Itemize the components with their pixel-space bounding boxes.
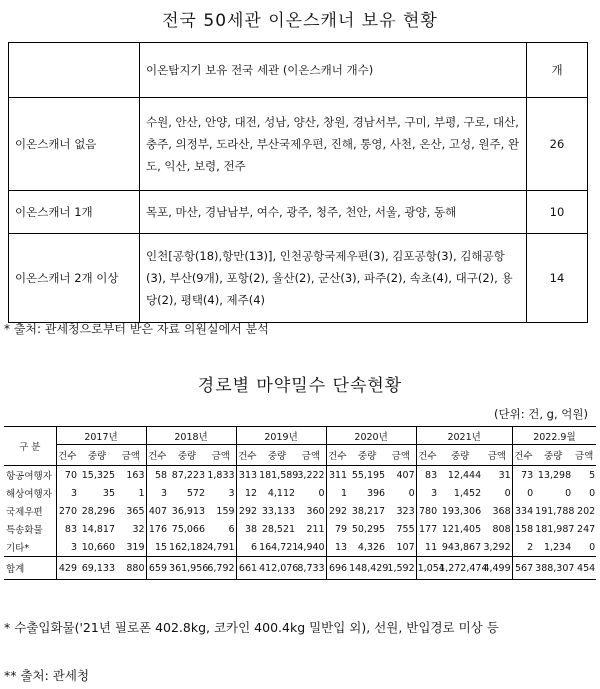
- subheader-cell: 금액: [572, 445, 596, 466]
- table-cell: 15,325: [81, 469, 115, 481]
- subheader-cell: 중량: [78, 445, 116, 466]
- table-cell: 313: [236, 466, 258, 485]
- table-cell: 0: [504, 487, 511, 499]
- table-cell: 270: [56, 502, 78, 520]
- table-cell: 365: [126, 505, 145, 517]
- table-cell: 0: [589, 487, 596, 499]
- row-label: 이온스캐너 1개: [9, 191, 140, 234]
- table-row: [9, 191, 588, 234]
- unit-label: (단위: 건, g, 억원): [494, 407, 588, 421]
- table-cell: 211: [306, 523, 325, 535]
- row-offices: 수원, 안산, 안양, 대전, 성남, 양산, 창원, 경남서부, 구미, 부평, 구로, 대산, 충주, 의정부, 도라산, 부산국제우편, 진해, 통영, 사천, 온산, 고성, 원주, 완도, 익산, 보령, 전주: [140, 98, 527, 191]
- table-cell: 10,660: [81, 541, 115, 553]
- subheader-cell: 건수: [56, 445, 78, 466]
- table-cell: 11: [416, 538, 438, 557]
- drug-smuggling-table: [4, 426, 596, 580]
- table-cell: 319: [126, 541, 145, 553]
- table-cell: 247: [577, 523, 596, 535]
- table-cell: 14,817: [81, 523, 115, 535]
- subheader-cell: 중량: [534, 445, 572, 466]
- table-cell: 75,066: [171, 523, 206, 535]
- table-cell: 3: [56, 484, 78, 502]
- subheader-cell: 건수: [146, 445, 168, 466]
- corner-header: 구 분: [4, 427, 56, 466]
- table-cell: 396: [366, 487, 386, 499]
- table-cell: 412,076: [258, 557, 296, 580]
- row-offices: 인천[공항(18),항만(13)], 인천공항국제우편(3), 김포공항(3), 김해공항(3), 부산(9개), 포항(2), 울산(2), 군산(3), 파주(2), 속초(4), 대구(2), 용당(2), 평택(4), 제주(4): [140, 234, 527, 323]
- table-cell: 191,788: [535, 505, 575, 517]
- source-note: * 출처: 관세청으로부터 받은 자료 의원실에서 분석: [4, 322, 269, 336]
- header-cell-offices: 이온탐지기 보유 전국 세관 (이온스캐너 개수): [140, 43, 527, 98]
- table-cell: 4,940: [297, 541, 325, 553]
- table-cell: 0: [565, 487, 572, 499]
- table-cell: 755: [396, 523, 415, 535]
- table-cell: 3: [228, 487, 235, 499]
- table-header-row: [9, 43, 588, 98]
- table-cell: 35: [102, 487, 115, 499]
- table-cell: 164,721: [259, 541, 299, 553]
- table-cell: 70: [56, 466, 78, 485]
- table-cell: 361,956: [168, 557, 206, 580]
- year-header: 2017년: [56, 427, 146, 445]
- table-cell: 69,133: [78, 557, 116, 580]
- row-count: 26: [527, 98, 588, 191]
- row-label: 합계: [4, 557, 56, 580]
- table-cell: 13: [326, 538, 348, 557]
- table-cell: 334: [512, 502, 534, 520]
- table-cell: 15: [146, 538, 168, 557]
- subheader-cell: 금액: [386, 445, 416, 466]
- table-cell: 780: [416, 502, 438, 520]
- table-row: [4, 484, 596, 502]
- table-cell: 159: [216, 505, 235, 517]
- table-cell: 202: [577, 505, 596, 517]
- footnote-2: ** 출처: 관세청: [4, 668, 90, 683]
- table-cell: 311: [326, 466, 348, 485]
- subheader-cell: 금액: [482, 445, 512, 466]
- table-cell: 659: [146, 557, 168, 580]
- table-cell: 5: [589, 469, 596, 481]
- table-cell: 38,217: [351, 505, 386, 517]
- row-label: 특송화물: [6, 525, 43, 536]
- table-cell: 2: [512, 538, 534, 557]
- table-cell: 3: [416, 484, 438, 502]
- table-cell: 292: [236, 502, 258, 520]
- row-label: 이온스캐너 없음: [9, 98, 140, 191]
- table-cell: 3: [146, 484, 168, 502]
- row-label: 기타*: [6, 543, 30, 554]
- table-row: [9, 234, 588, 323]
- table-cell: 162,182: [169, 541, 209, 553]
- table-cell: 1,452: [453, 487, 482, 499]
- table-cell: 163: [126, 469, 145, 481]
- table-cell: 4,326: [357, 541, 386, 553]
- table-row: [4, 538, 596, 557]
- table-cell: 148,429: [348, 557, 386, 580]
- subheader-cell: 중량: [348, 445, 386, 466]
- table-cell: 323: [396, 505, 415, 517]
- table-cell: 38: [236, 520, 258, 538]
- table-cell: 33,133: [261, 505, 296, 517]
- row-offices: 목포, 마산, 경남남부, 여수, 광주, 청주, 천안, 서울, 광양, 동해: [140, 191, 527, 234]
- table-cell: 6: [228, 523, 235, 535]
- table-cell: 177: [416, 520, 438, 538]
- row-label: 해상여행자: [6, 489, 52, 500]
- subheader-row: [4, 445, 596, 466]
- table-cell: 407: [146, 502, 168, 520]
- table-cell: 181,987: [535, 523, 575, 535]
- ion-scanner-table: [8, 42, 588, 323]
- year-header: 2020년: [326, 427, 416, 445]
- table-cell: 0: [318, 487, 325, 499]
- table-cell: 407: [396, 469, 415, 481]
- table-cell: 292: [326, 502, 348, 520]
- table-cell: 31: [498, 469, 511, 481]
- table-cell: 696: [326, 557, 348, 580]
- subheader-cell: 금액: [116, 445, 146, 466]
- table-cell: 28,296: [81, 505, 115, 517]
- table-cell: 1,592: [386, 557, 416, 580]
- year-header: 2018년: [146, 427, 236, 445]
- table-cell: 79: [326, 520, 348, 538]
- table-cell: 12,444: [447, 469, 482, 481]
- table-cell: 87,223: [171, 469, 206, 481]
- subheader-cell: 중량: [168, 445, 206, 466]
- table-cell: 368: [492, 505, 511, 517]
- row-label: 항공여행자: [6, 471, 52, 482]
- table-cell: 83: [56, 520, 78, 538]
- table-cell: 8,733: [296, 557, 326, 580]
- table-cell: 193,306: [441, 505, 482, 517]
- table-cell: 107: [396, 541, 415, 553]
- year-header: 2021년: [416, 427, 512, 445]
- table-cell: 4,499: [482, 557, 512, 580]
- table-cell: 429: [56, 557, 78, 580]
- total-row: [4, 557, 596, 580]
- table-row: [9, 98, 588, 191]
- subheader-cell: 건수: [326, 445, 348, 466]
- drug-table-title: 경로별 마약밀수 단속현황: [197, 376, 403, 396]
- table-cell: 661: [236, 557, 258, 580]
- table-cell: 943,867: [441, 541, 482, 553]
- table-cell: 3,292: [483, 541, 511, 553]
- table-row: [4, 466, 596, 485]
- subheader-cell: 금액: [296, 445, 326, 466]
- table-cell: 567: [512, 557, 534, 580]
- row-label: 국제우편: [6, 507, 43, 518]
- table-cell: 1,272,474: [438, 557, 482, 580]
- table-cell: 1,054: [416, 557, 438, 580]
- table-cell: 12: [236, 484, 258, 502]
- table-row: [4, 520, 596, 538]
- table-cell: 55,195: [351, 469, 386, 481]
- table-cell: 4,112: [267, 487, 296, 499]
- table-cell: 181,589: [259, 469, 299, 481]
- table-cell: 73: [512, 466, 534, 485]
- table-cell: 388,307: [534, 557, 572, 580]
- table-cell: 176: [146, 520, 168, 538]
- subheader-cell: 건수: [416, 445, 438, 466]
- table-cell: 1: [138, 487, 145, 499]
- year-header: 2022.9월: [512, 427, 596, 445]
- table-row: [4, 502, 596, 520]
- table-cell: 1: [326, 484, 348, 502]
- table-cell: 360: [306, 505, 325, 517]
- header-cell-count: 개: [527, 43, 588, 98]
- table-cell: 121,405: [441, 523, 482, 535]
- table-cell: 572: [186, 487, 206, 499]
- table-cell: 454: [572, 557, 596, 580]
- subheader-cell: 건수: [512, 445, 534, 466]
- table-cell: 13,298: [537, 469, 572, 481]
- table-cell: 6: [236, 538, 258, 557]
- table-cell: 158: [512, 520, 534, 538]
- subheader-cell: 금액: [206, 445, 236, 466]
- table-cell: 3: [56, 538, 78, 557]
- subheader-cell: 건수: [236, 445, 258, 466]
- table-cell: 1,234: [543, 541, 572, 553]
- table-cell: 808: [492, 523, 511, 535]
- table-cell: 0: [408, 487, 415, 499]
- table-cell: 880: [116, 557, 146, 580]
- scanner-table-title: 전국 50세관 이온스캐너 보유 현황: [162, 11, 438, 31]
- footnote-1: * 수출입화물('21년 필로폰 402.8kg, 코카인 400.4kg 밀반입 외), 선원, 반입경로 미상 등: [4, 620, 499, 635]
- table-cell: 6,792: [206, 557, 236, 580]
- table-cell: 0: [512, 484, 534, 502]
- table-cell: 28,521: [261, 523, 296, 535]
- table-cell: 0: [589, 541, 596, 553]
- table-cell: 83: [416, 466, 438, 485]
- row-count: 10: [527, 191, 588, 234]
- header-cell-category: [9, 43, 140, 98]
- table-cell: 4,791: [207, 541, 235, 553]
- subheader-cell: 중량: [258, 445, 296, 466]
- row-count: 14: [527, 234, 588, 323]
- row-label: 이온스캐너 2개 이상: [9, 234, 140, 323]
- table-cell: 32: [132, 523, 145, 535]
- table-cell: 36,913: [171, 505, 206, 517]
- table-cell: 58: [146, 466, 168, 485]
- table-cell: 50,295: [351, 523, 386, 535]
- table-cell: 1,833: [207, 469, 235, 481]
- subheader-cell: 중량: [438, 445, 482, 466]
- table-cell: 3,222: [297, 469, 325, 481]
- year-header: 2019년: [236, 427, 326, 445]
- year-header-row: [4, 427, 596, 445]
